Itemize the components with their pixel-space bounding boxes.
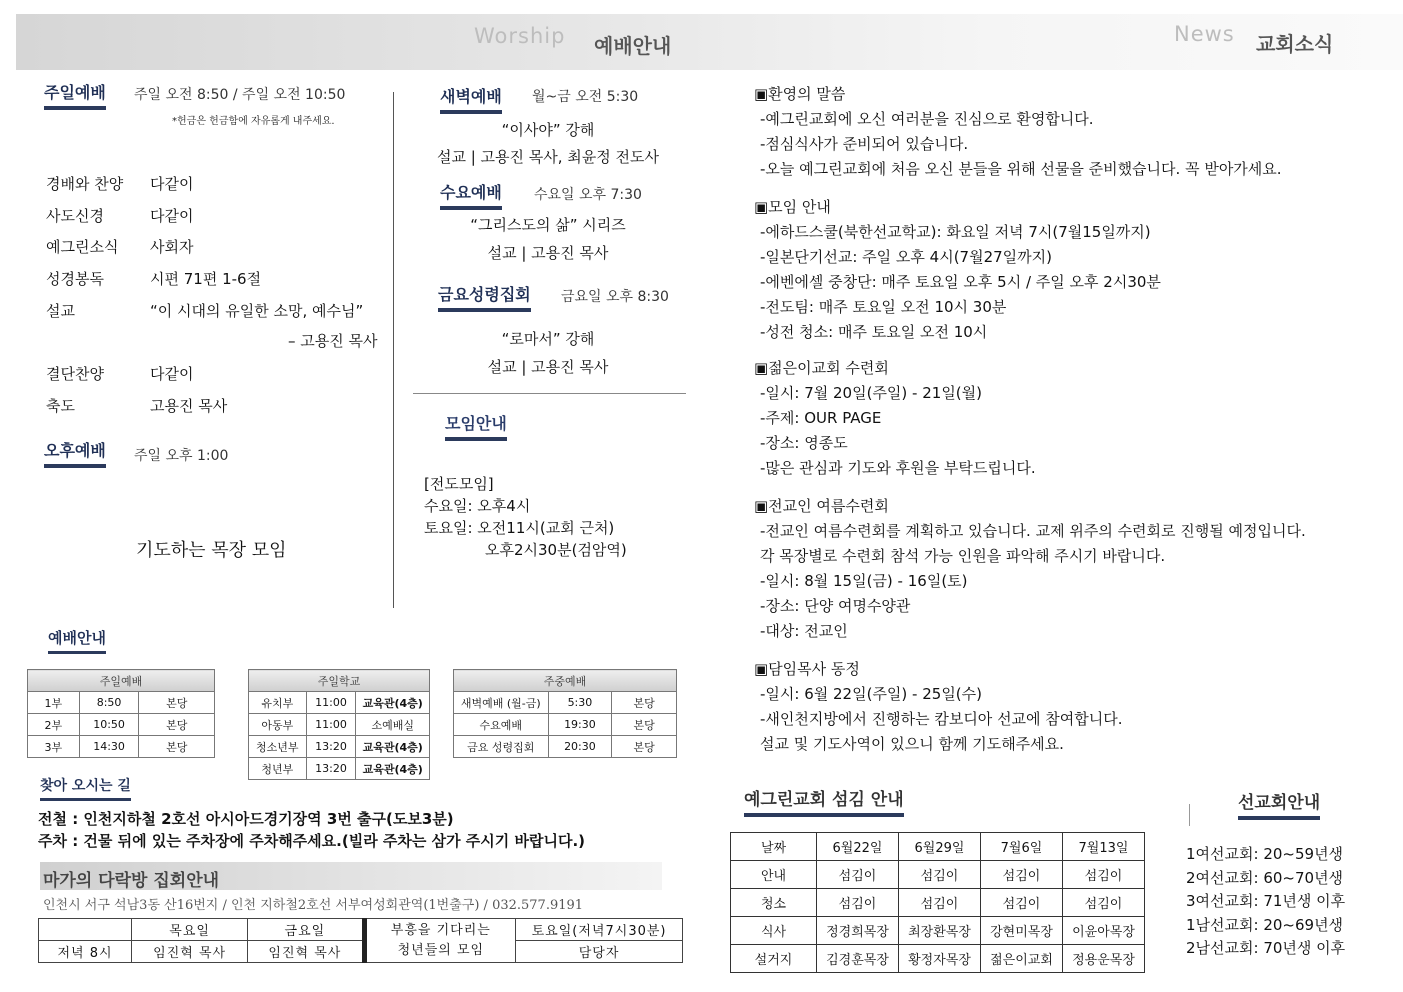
table-cell: 13:20 [306,736,356,758]
table-cell: 20:30 [548,736,612,758]
magga-revival [364,919,516,963]
table-cell: 13:20 [306,758,356,780]
table-row [28,692,215,714]
mission-item: 3여선교회: 71년생 이후 [1186,892,1346,910]
table-cell: 정경희목장 [817,917,899,945]
school-table [248,669,430,780]
table-row [454,714,677,736]
magga-revival-2: 청년들의 모임 [397,942,485,958]
order-label: 설교 [46,302,75,320]
order-label: 예그린소식 [46,238,119,256]
table-cell: 섬김이 [1063,861,1145,889]
gather-l3: 토요일: 오전11시(교회 근처) [424,519,615,537]
news-line: -점심식사가 준비되어 있습니다. [760,135,969,153]
table-cell: 섬김이 [981,861,1063,889]
table-cell: 14:30 [79,736,139,758]
gather-title: 모임안내 [445,411,507,441]
order-value: 다같이 [150,175,194,193]
order-item [46,236,193,257]
table-cell: 김경훈목장 [817,945,899,973]
schedule-title: 예배안내 [48,627,106,654]
afternoon-desc: 기도하는 목장 모임 [136,540,287,561]
offering-note: *헌금은 헌금함에 자유롭게 내주세요. [172,116,335,127]
mission-title: 선교회안내 [1238,788,1320,820]
afternoon-title: 오후예배 [44,438,106,468]
fri-topic: “로마서” 강해 [501,330,595,348]
table-cell: 섬김이 [1063,889,1145,917]
table-cell: 7월13일 [1063,833,1145,861]
table-cell: 본당 [612,692,677,714]
sunday-times: 주일 오전 8:50 / 주일 오전 10:50 [134,87,346,103]
worship-en-label: Worship [474,24,566,48]
table-cell: 유치부 [249,692,307,714]
table-cell: 6월29일 [899,833,981,861]
news-line: 설교 및 기도사역이 있으니 함께 기도해주세요. [760,735,1064,753]
table-cell: 설거지 [731,945,817,973]
news-line: 각 목장별로 수련회 참석 가능 인원을 파악해 주시기 바랍니다. [760,547,1166,565]
table-row [454,692,677,714]
table-row [28,736,215,758]
order-label: 축도 [46,397,75,415]
directions-title: 찾아 오시는 길 [40,775,131,801]
mission-item: 2남선교회: 70년생 이후 [1186,939,1346,957]
table-cell: 19:30 [548,714,612,736]
dawn-speaker: 설교 | 고용진 목사, 최윤정 전도사 [436,148,660,166]
table-cell: 2부 [28,714,80,736]
news-line: -오늘 예그린교회에 처음 오신 분들을 위해 선물을 준비했습니다. 꼭 받아가세요. [760,160,1282,178]
table-cell: 최장환목장 [899,917,981,945]
order-value: 고용진 목사 [150,397,228,415]
news-title: 교회소식 [1256,32,1334,56]
afternoon-time: 주일 오후 1:00 [134,448,229,464]
table-cell: 날짜 [731,833,817,861]
table-cell: 이윤아목장 [1063,917,1145,945]
gather-l1: [전도모임] [424,475,494,493]
table-cell: 3부 [28,736,80,758]
table-cell: 식사 [731,917,817,945]
table-row [731,833,1145,861]
wed-time: 수요일 오후 7:30 [534,187,642,203]
order-item [46,300,363,321]
magga-table [38,918,683,963]
news-section-title: ▣젊은이교회 수련회 [754,359,889,377]
mission-item: 1남선교회: 20~69년생 [1186,915,1344,934]
table-cell: 본당 [612,714,677,736]
fri-time: 금요일 오후 8:30 [561,289,669,305]
wed-title: 수요예배 [440,180,502,210]
magga-address: 인천시 서구 석남3동 산16번지 / 인천 지하철2호선 서부여성회관역(1번출구) / 032.577.9191 [43,898,584,913]
news-line: -에벤에셀 중창단: 매주 토요일 오후 5시 / 주일 오후 2시30분 [760,273,1161,291]
dawn-title: 새벽예배 [440,84,502,114]
order-item [46,205,193,226]
sunday-table [27,669,215,758]
fri-title: 금요성령집회 [438,282,531,312]
table-cell: 7월6일 [981,833,1063,861]
order-label: 결단찬양 [46,365,104,383]
table-cell: 젊은이교회 [981,945,1063,973]
news-line: -주제: OUR PAGE [760,409,882,427]
wed-speaker: 설교 | 고용진 목사 [487,244,609,262]
magga-thu-pastor: 임진혁 목사 [132,941,248,963]
table-row [731,945,1145,973]
gather-l4: 오후2시30분(검암역) [485,541,627,559]
worship-title: 예배안내 [594,34,672,58]
order-value: 다같이 [150,365,194,383]
mission-divider [1189,804,1190,826]
wed-topic: “그리스도의 삶” 시리즈 [470,216,626,234]
table-cell: 금요 성령집회 [454,736,549,758]
magga-fri-pastor: 임진혁 목사 [248,941,364,963]
news-section-title: ▣모임 안내 [754,198,831,216]
news-line: -일시: 7월 20일(주일) - 21일(월) [760,384,982,402]
table-cell: 새벽예배 (월-금) [454,692,549,714]
table-row [454,736,677,758]
news-section-title: ▣담임목사 동정 [754,660,860,678]
table-row [249,714,430,736]
news-line: -예그린교회에 오신 여러분을 진심으로 환영합니다. [760,110,1094,128]
news-section-title: ▣전교인 여름수련회 [754,497,889,515]
magga-sat: 토요일(저녁7시30분) [516,919,683,941]
magga-fri: 금요일 [248,919,364,941]
serving-title: 예그린교회 섬김 안내 [744,785,904,817]
table-cell: 11:00 [306,714,356,736]
order-label: 경배와 찬양 [46,175,124,193]
order-item [46,173,193,194]
section-divider [413,393,686,394]
table-cell: 청소 [731,889,817,917]
order-item [46,363,193,384]
magga-time: 저녁 8시 [39,941,132,963]
serving-table [730,832,1145,973]
column-divider [393,92,394,608]
table-cell: 청년부 [249,758,307,780]
order-item [46,395,227,416]
order-value: “이 시대의 유일한 소망, 예수님” [150,302,364,320]
magga-revival-1: 부흥을 기다리는 [390,922,491,938]
table-cell: 교육관(4층) [356,692,430,714]
table-cell: 청소년부 [249,736,307,758]
table-cell: 섬김이 [981,889,1063,917]
table-cell: 6월22일 [817,833,899,861]
table-header: 주중예배 [454,670,677,692]
table-cell: 본당 [612,736,677,758]
news-line: -일본단기선교: 주일 오후 4시(7월27일까지) [760,248,1052,266]
news-line: -대상: 전교인 [760,622,848,640]
table-cell: 황정자목장 [899,945,981,973]
magga-title: 마가의 다락방 집회안내 [43,871,220,891]
news-line: -일시: 6월 22일(주일) - 25일(수) [760,685,982,703]
table-header: 주일예배 [28,670,215,692]
table-cell: 강현미목장 [981,917,1063,945]
news-line: -성전 청소: 매주 토요일 오전 10시 [760,323,988,341]
table-row [28,714,215,736]
order-value: 다같이 [150,207,194,225]
news-line: -장소: 영종도 [760,434,848,452]
news-line: -에하드스쿨(북한선교학교): 화요일 저녁 7시(7월15일까지) [760,223,1151,241]
table-cell: 8:50 [79,692,139,714]
table-row [249,758,430,780]
table-cell: 소예배실 [356,714,430,736]
table-cell: 5:30 [548,692,612,714]
order-label: 성경봉독 [46,270,104,288]
table-cell: 섬김이 [817,889,899,917]
table-row [249,736,430,758]
table-cell: 교육관(4층) [356,736,430,758]
mission-item: 1여선교회: 20~59년생 [1186,845,1344,863]
news-line: -전도팀: 매주 토요일 오전 10시 30분 [760,298,1007,316]
sunday-title: 주일예배 [44,80,106,110]
table-header: 주일학교 [249,670,430,692]
fri-speaker: 설교 | 고용진 목사 [487,358,609,376]
order-item [46,268,261,289]
table-cell: 1부 [28,692,80,714]
weekday-table [453,669,677,758]
table-cell: 섬김이 [899,889,981,917]
table-row [731,861,1145,889]
table-cell: 교육관(4층) [356,758,430,780]
table-cell: 10:50 [79,714,139,736]
preacher: – 고용진 목사 [288,332,378,350]
table-cell: 본당 [139,714,215,736]
table-cell: 섬김이 [817,861,899,889]
order-label: 사도신경 [46,207,104,225]
directions-parking: 주차 : 건물 뒤에 있는 주차장에 주차해주세요.(빌라 주차는 삼가 주시기 바랍니다.) [38,832,586,850]
dawn-topic: “이사야” 강해 [501,121,595,139]
table-cell: 본당 [139,736,215,758]
dawn-time: 월~금 오전 5:30 [532,89,639,105]
news-line: -새인천지방에서 진행하는 캄보디아 선교에 참여합니다. [760,710,1123,728]
magga-thu: 목요일 [132,919,248,941]
table-row [731,917,1145,945]
news-line: -장소: 단양 여명수양관 [760,597,911,615]
table-cell: 수요예배 [454,714,549,736]
table-cell: 본당 [139,692,215,714]
order-value: 시편 71편 1-6절 [150,270,262,288]
table-cell: 섬김이 [899,861,981,889]
table-row [731,889,1145,917]
table-cell: 11:00 [306,692,356,714]
news-section-title: ▣환영의 말씀 [754,85,846,103]
news-line: -일시: 8월 15일(금) - 16일(토) [760,572,968,590]
news-line: -많은 관심과 기도와 후원을 부탁드립니다. [760,459,1036,477]
gather-l2: 수요일: 오후4시 [424,497,531,515]
table-cell: 아동부 [249,714,307,736]
directions-subway: 전철 : 인천지하철 2호선 아시아드경기장역 3번 출구(도보3분) [38,810,454,828]
mission-item: 2여선교회: 60~70년생 [1186,868,1344,887]
table-row [249,692,430,714]
table-cell: 안내 [731,861,817,889]
news-line: -전교인 여름수련회를 계획하고 있습니다. 교제 위주의 수련회로 진행될 예정입니다. [760,522,1306,540]
order-value: 사회자 [150,238,194,256]
magga-sat-person: 담당자 [516,941,683,963]
news-en-label: News [1174,22,1235,46]
table-cell: 정용운목장 [1063,945,1145,973]
